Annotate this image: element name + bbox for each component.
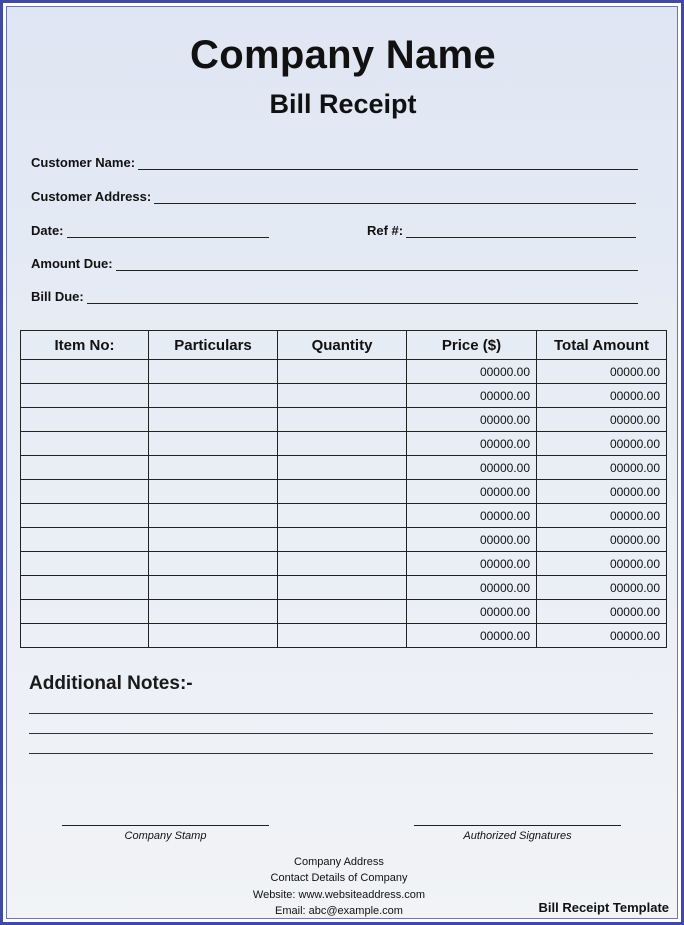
table-cell[interactable] — [21, 432, 149, 456]
table-row — [21, 528, 667, 552]
table-cell[interactable] — [21, 600, 149, 624]
table-cell[interactable]: 00000.00 — [407, 576, 537, 600]
table-cell[interactable] — [21, 528, 149, 552]
table-cell[interactable] — [278, 528, 407, 552]
table-cell[interactable]: 00000.00 — [537, 480, 667, 504]
table-cell[interactable] — [149, 408, 278, 432]
table-cell[interactable]: 00000.00 — [407, 360, 537, 384]
company-stamp-line[interactable] — [62, 825, 269, 826]
table-cell[interactable] — [149, 552, 278, 576]
column-header: Quantity — [278, 331, 407, 360]
ref-field[interactable] — [367, 220, 636, 238]
table-cell[interactable] — [21, 624, 149, 648]
authorized-signature-block — [414, 825, 621, 842]
footer-contact: Contact Details of Company — [270, 872, 408, 885]
table-cell[interactable] — [278, 600, 407, 624]
column-header: Price ($) — [407, 331, 537, 360]
table-cell[interactable] — [278, 552, 407, 576]
table-cell[interactable]: 00000.00 — [407, 528, 537, 552]
bill-due-field[interactable] — [31, 286, 638, 304]
table-cell[interactable]: 00000.00 — [407, 456, 537, 480]
table-cell[interactable] — [21, 360, 149, 384]
date-line[interactable] — [67, 224, 269, 238]
table-cell[interactable] — [278, 576, 407, 600]
notes-line[interactable] — [29, 713, 653, 714]
table-cell[interactable] — [149, 432, 278, 456]
table-cell[interactable]: 00000.00 — [537, 456, 667, 480]
notes-line[interactable] — [29, 753, 653, 754]
company-stamp-label: Company Stamp — [124, 830, 207, 842]
notes-line[interactable] — [29, 733, 653, 734]
customer-address-label: Customer Address: — [31, 189, 152, 204]
amount-due-field[interactable] — [31, 253, 638, 271]
table-row — [21, 600, 667, 624]
ref-label: Ref #: — [367, 223, 404, 238]
table-cell[interactable] — [278, 456, 407, 480]
bill-due-label: Bill Due: — [31, 289, 84, 304]
table-row — [21, 504, 667, 528]
table-cell[interactable]: 00000.00 — [407, 624, 537, 648]
date-field[interactable] — [31, 220, 269, 238]
table-cell[interactable]: 00000.00 — [537, 528, 667, 552]
footer-address: Company Address — [294, 856, 384, 868]
table-cell[interactable]: 00000.00 — [407, 480, 537, 504]
table-row — [21, 480, 667, 504]
template-label: Bill Receipt Template — [538, 900, 669, 915]
receipt-page — [6, 6, 678, 919]
table-cell[interactable] — [278, 384, 407, 408]
table-row — [21, 576, 667, 600]
company-stamp-block — [62, 825, 269, 842]
table-cell[interactable]: 00000.00 — [407, 552, 537, 576]
table-cell[interactable]: 00000.00 — [537, 504, 667, 528]
table-cell[interactable]: 00000.00 — [407, 408, 537, 432]
table-row — [21, 408, 667, 432]
table-cell[interactable] — [149, 360, 278, 384]
table-row — [21, 456, 667, 480]
date-label: Date: — [31, 223, 64, 238]
table-cell[interactable] — [149, 504, 278, 528]
ref-line[interactable] — [406, 224, 636, 238]
table-cell[interactable] — [21, 384, 149, 408]
table-cell[interactable] — [149, 480, 278, 504]
customer-name-field[interactable] — [31, 152, 638, 170]
additional-notes-title: Additional Notes:- — [29, 673, 193, 694]
table-cell[interactable] — [21, 552, 149, 576]
table-row — [21, 552, 667, 576]
table-cell[interactable]: 00000.00 — [537, 576, 667, 600]
company-name: Company Name — [190, 33, 496, 77]
table-cell[interactable] — [21, 504, 149, 528]
footer-email: Email: abc@example.com — [275, 904, 403, 917]
column-header: Item No: — [21, 331, 149, 360]
column-header: Particulars — [149, 331, 278, 360]
amount-due-line[interactable] — [116, 257, 638, 271]
table-cell[interactable] — [278, 432, 407, 456]
table-cell[interactable] — [21, 576, 149, 600]
table-cell[interactable]: 00000.00 — [537, 600, 667, 624]
table-cell[interactable]: 00000.00 — [407, 600, 537, 624]
authorized-signature-label: Authorized Signatures — [463, 830, 572, 842]
table-cell[interactable] — [21, 408, 149, 432]
table-cell[interactable]: 00000.00 — [407, 504, 537, 528]
table-cell[interactable] — [149, 384, 278, 408]
items-table — [20, 330, 667, 648]
bill-due-line[interactable] — [87, 290, 638, 304]
table-cell[interactable] — [149, 528, 278, 552]
customer-address-line[interactable] — [154, 190, 636, 204]
amount-due-label: Amount Due: — [31, 256, 113, 271]
table-cell[interactable] — [149, 624, 278, 648]
table-header-row — [21, 331, 667, 360]
table-cell[interactable] — [149, 600, 278, 624]
table-cell[interactable] — [149, 576, 278, 600]
table-cell[interactable] — [278, 480, 407, 504]
table-cell[interactable]: 00000.00 — [407, 384, 537, 408]
document-title: Bill Receipt — [269, 89, 417, 119]
table-cell[interactable]: 00000.00 — [537, 432, 667, 456]
table-cell[interactable] — [278, 408, 407, 432]
table-row — [21, 624, 667, 648]
table-row — [21, 360, 667, 384]
authorized-signature-line[interactable] — [414, 825, 621, 826]
table-cell[interactable] — [278, 360, 407, 384]
table-cell[interactable]: 00000.00 — [537, 384, 667, 408]
table-cell[interactable] — [278, 624, 407, 648]
customer-address-field[interactable] — [31, 186, 636, 204]
table-cell[interactable] — [278, 504, 407, 528]
table-cell[interactable] — [21, 480, 149, 504]
table-cell[interactable]: 00000.00 — [537, 360, 667, 384]
table-cell[interactable] — [21, 456, 149, 480]
column-header: Total Amount — [537, 331, 667, 360]
table-cell[interactable] — [149, 456, 278, 480]
table-row — [21, 432, 667, 456]
customer-name-label: Customer Name: — [31, 155, 136, 170]
table-cell[interactable]: 00000.00 — [537, 624, 667, 648]
customer-name-line[interactable] — [138, 156, 638, 170]
table-cell[interactable]: 00000.00 — [537, 552, 667, 576]
table-row — [21, 384, 667, 408]
table-cell[interactable]: 00000.00 — [537, 408, 667, 432]
table-cell[interactable]: 00000.00 — [407, 432, 537, 456]
footer-website: Website: www.websiteaddress.com — [252, 888, 426, 901]
